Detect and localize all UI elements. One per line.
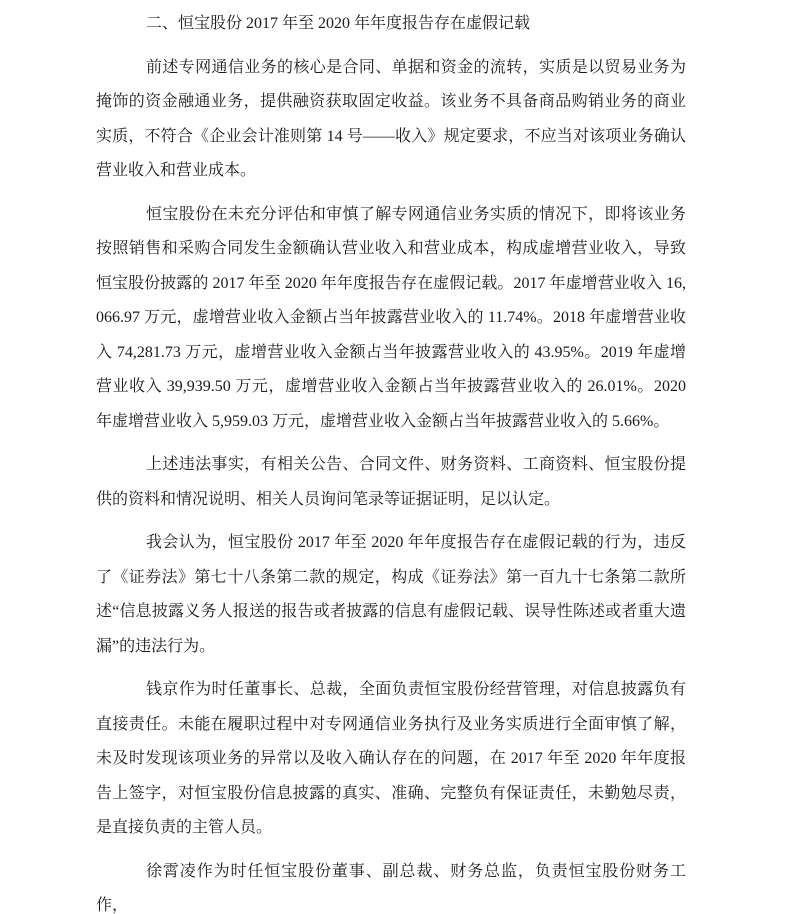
- paragraph: 恒宝股份在未充分评估和审慎了解专网通信业务实质的情况下，即将该业务按照销售和采购合同发生金额确认营业收入和营业成本，构成虚增营业收入，导致恒宝股份披露的 2017 年至 2020 年年度报告存在虚假记载。2017 年虚增营业收入 16,066.97 万元，虚增营业收入金额占当年披露营业收入的 11.74%。2018 年虚增营业收入 74,281.73 万元，虚增营业收入金额占当年披露营业收入的 43.95%。2019 年虚增营业收入 39,939.50 万元，虚增营业收入金额占当年披露营业收入的 26.01%。2020 年虚增营业收入 5,959.03 万元，虚增营业收入金额占当年披露营业收入的 5.66%。: [96, 205, 686, 430]
- document-body: [96, 51, 686, 914]
- paragraph: 徐霄凌作为时任恒宝股份董事、副总裁、财务总监，负责恒宝股份财务工作，: [96, 862, 686, 914]
- paragraph: 前述专网通信业务的核心是合同、单据和资金的流转，实质是以贸易业务为掩饰的资金融通业务，提供融资获取固定收益。该业务不具备商品购销业务的商业实质，不符合《企业会计准则第 14 号——收入》规定要求，不应当对该项业务确认营业收入和营业成本。: [96, 58, 686, 179]
- paragraph: 钱京作为时任董事长、总裁，全面负责恒宝股份经营管理，对信息披露负有直接责任。未能在履职过程中对专网通信业务执行及业务实质进行全面审慎了解，未及时发现该项业务的异常以及收入确认存在的问题，在 2017 年至 2020 年年度报告上签字，对恒宝股份信息披露的真实、准确、完整负有保证责任，未勤勉尽责，是直接负责的主管人员。: [96, 681, 686, 836]
- section-heading: 二、恒宝股份 2017 年至 2020 年年度报告存在虚假记载: [146, 15, 531, 32]
- paragraph: 上述违法事实，有相关公告、合同文件、财务资料、工商资料、恒宝股份提供的资料和情况说明、相关人员询问笔录等证据证明，足以认定。: [96, 456, 686, 508]
- paragraph: 我会认为，恒宝股份 2017 年至 2020 年年度报告存在虚假记载的行为，违反了《证券法》第七十八条第二款的规定，构成《证券法》第一百九十七条第二款所述“信息披露义务人报送的报告或者披露的信息有虚假记载、误导性陈述或者重大遗漏”的违法行为。: [96, 534, 686, 655]
